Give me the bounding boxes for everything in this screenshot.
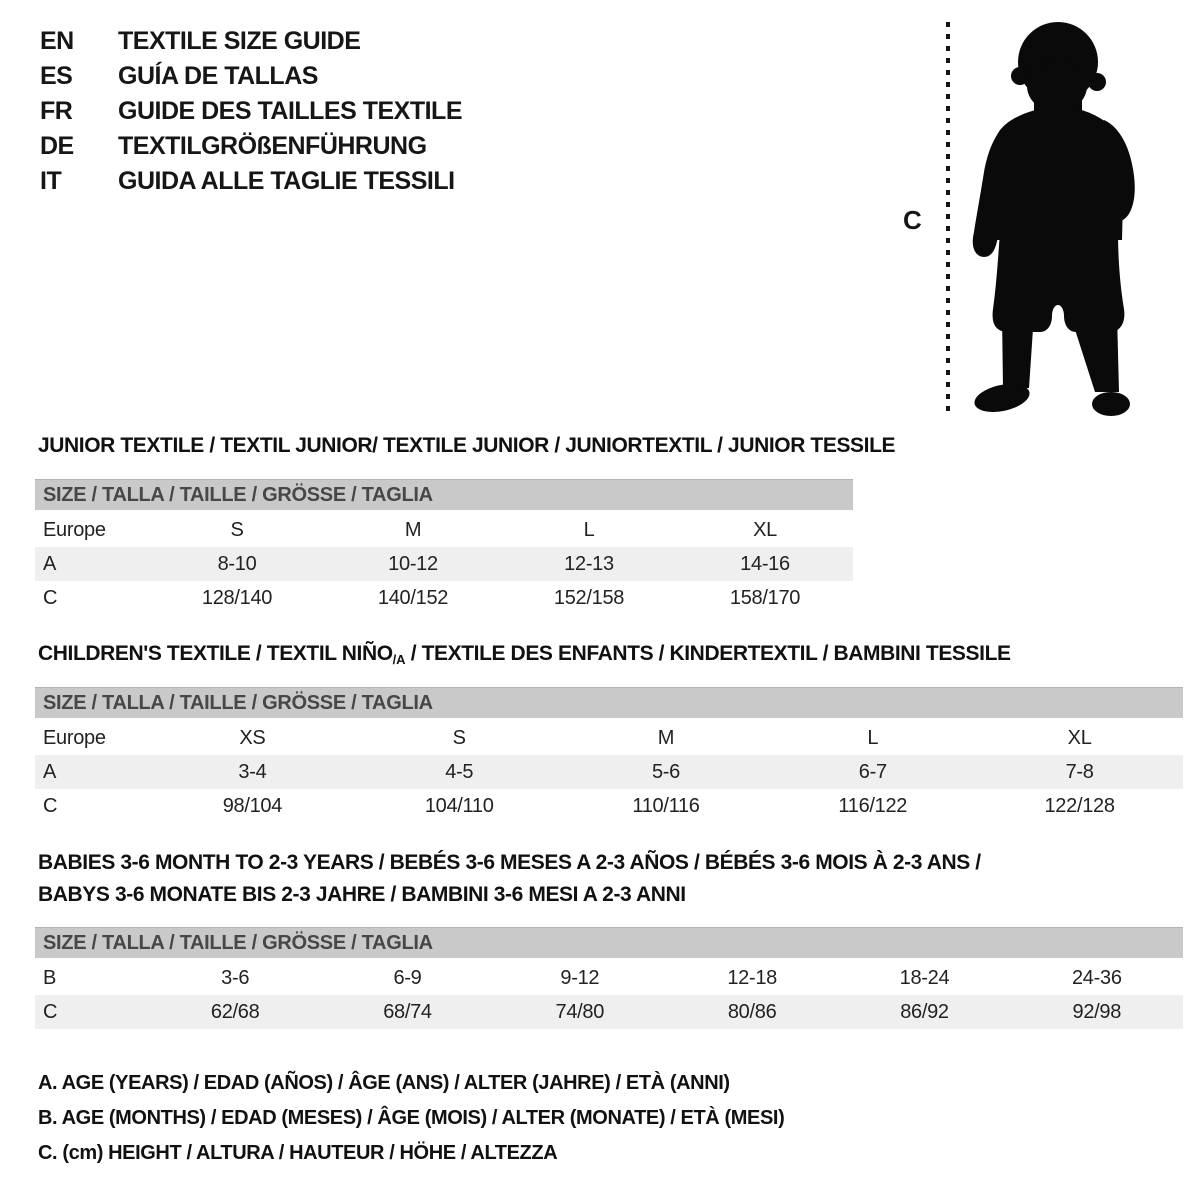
table-cell: 10-12	[388, 552, 438, 575]
height-measure-dashed-line	[946, 22, 950, 418]
row-label: Europe	[43, 518, 106, 541]
table-cell: 140/152	[377, 586, 449, 609]
table-cell: 68/74	[383, 1000, 432, 1023]
row-label: C	[43, 1000, 58, 1023]
children-section-heading	[38, 642, 1011, 667]
title-row-de	[40, 129, 462, 164]
children-size-header-band: SIZE / TALLA / TAILLE / GRÖSSE / TAGLIA	[35, 687, 1183, 718]
children-heading-part1: CHILDREN'S TEXTILE / TEXTIL NIÑO	[38, 642, 393, 665]
table-cell: L	[867, 726, 879, 749]
table-row	[35, 721, 1183, 755]
table-cell: 104/110	[424, 794, 494, 817]
legend-age-years: A. AGE (YEARS) / EDAD (AÑOS) / ÂGE (ANS) / ALTER (JAHRE) / ETÀ (ANNI)	[38, 1072, 730, 1094]
table-row	[35, 513, 853, 547]
lang-code-es: ES	[40, 62, 73, 90]
table-cell: 12-13	[564, 552, 614, 575]
title-row-en	[40, 24, 462, 59]
table-cell: 9-12	[560, 966, 600, 989]
table-row	[35, 755, 1183, 789]
table-cell: 128/140	[201, 586, 273, 609]
table-cell: 18-24	[899, 966, 950, 989]
table-cell: M	[404, 518, 422, 541]
babies-section-heading-line1: BABIES 3-6 MONTH TO 2-3 YEARS / BEBÉS 3-6 MESES A 2-3 AÑOS / BÉBÉS 3-6 MOIS À 2-3 ANS /	[38, 851, 981, 874]
table-cell: 74/80	[555, 1000, 605, 1023]
table-cell: 122/128	[1044, 794, 1115, 817]
table-row	[35, 581, 853, 615]
title-de: TEXTILGRÖßENFÜHRUNG	[118, 132, 427, 160]
language-title-list	[40, 24, 462, 199]
table-cell: 12-18	[727, 966, 777, 989]
row-label: A	[43, 760, 57, 783]
table-cell: 24-36	[1071, 966, 1122, 989]
table-cell: 152/158	[553, 586, 625, 609]
table-cell: 3-6	[221, 966, 250, 989]
table-cell: 6-9	[393, 966, 422, 989]
babies-section-heading-line2: BABYS 3-6 MONATE BIS 2-3 JAHRE / BAMBINI 3-6 MESI A 2-3 ANNI	[38, 883, 686, 906]
row-label: Europe	[43, 726, 106, 749]
legend-age-months: B. AGE (MONTHS) / EDAD (MESES) / ÂGE (MOIS) / ALTER (MONATE) / ETÀ (MESI)	[38, 1107, 785, 1129]
table-cell: 116/122	[838, 794, 908, 817]
table-row	[35, 961, 1183, 995]
babies-size-header-band: SIZE / TALLA / TAILLE / GRÖSSE / TAGLIA	[35, 927, 1183, 958]
title-row-it	[40, 164, 462, 199]
table-cell: XS	[239, 726, 266, 749]
title-row-es	[40, 59, 462, 94]
junior-size-header-band: SIZE / TALLA / TAILLE / GRÖSSE / TAGLIA	[35, 479, 853, 510]
row-label: A	[43, 552, 57, 575]
title-row-fr	[40, 94, 462, 129]
title-es: GUÍA DE TALLAS	[118, 62, 318, 90]
lang-code-it: IT	[40, 167, 62, 195]
table-cell: 4-5	[445, 760, 474, 783]
babies-size-table	[35, 927, 1183, 1029]
children-heading-subscript: /A	[392, 652, 406, 667]
title-it: GUIDA ALLE TAGLIE TESSILI	[118, 167, 455, 195]
table-cell: 110/116	[632, 794, 700, 817]
lang-code-de: DE	[40, 132, 74, 160]
table-cell: M	[657, 726, 675, 749]
table-row	[35, 995, 1183, 1029]
table-cell: 86/92	[900, 1000, 949, 1023]
table-cell: L	[583, 518, 595, 541]
legend-height-cm: C. (cm) HEIGHT / ALTURA / HAUTEUR / HÖHE / ALTEZZA	[38, 1142, 558, 1164]
table-cell: 14-16	[740, 552, 790, 575]
table-row	[35, 789, 1183, 823]
height-measure-label: C	[903, 205, 922, 235]
table-cell: 98/104	[222, 794, 283, 817]
table-cell: 92/98	[1072, 1000, 1122, 1023]
children-size-table	[35, 687, 1183, 823]
lang-code-en: EN	[40, 27, 74, 55]
table-cell: 62/68	[210, 1000, 260, 1023]
baby-silhouette-icon	[958, 14, 1148, 424]
table-row	[35, 547, 853, 581]
junior-size-table	[35, 479, 853, 615]
children-heading-part2: / TEXTILE DES ENFANTS / KINDERTEXTIL / BAMBINI TESSILE	[405, 642, 1011, 665]
table-cell: XL	[753, 518, 777, 541]
table-cell: 6-7	[858, 760, 887, 783]
lang-code-fr: FR	[40, 97, 73, 125]
row-label: C	[43, 586, 58, 609]
row-label: B	[43, 966, 57, 989]
table-cell: S	[230, 518, 244, 541]
table-cell: 158/170	[729, 586, 801, 609]
table-cell: 5-6	[651, 760, 680, 783]
table-cell: 8-10	[217, 552, 257, 575]
table-cell: XL	[1067, 726, 1092, 749]
row-label: C	[43, 794, 58, 817]
table-cell: 3-4	[238, 760, 267, 783]
title-fr: GUIDE DES TAILLES TEXTILE	[118, 97, 463, 125]
table-cell: S	[452, 726, 466, 749]
junior-section-heading: JUNIOR TEXTILE / TEXTIL JUNIOR/ TEXTILE JUNIOR / JUNIORTEXTIL / JUNIOR TESSILE	[38, 434, 896, 457]
table-cell: 7-8	[1065, 760, 1094, 783]
title-en: TEXTILE SIZE GUIDE	[118, 27, 361, 55]
table-cell: 80/86	[727, 1000, 777, 1023]
